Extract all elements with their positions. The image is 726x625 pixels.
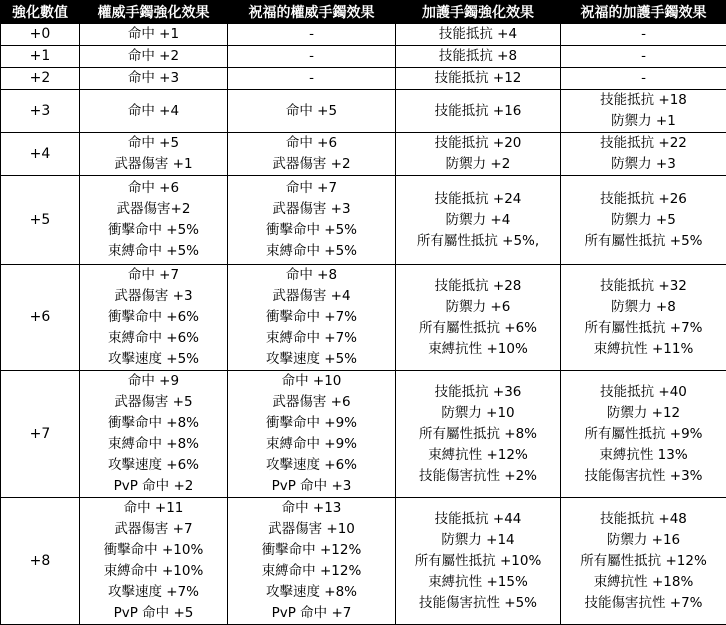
effect-line: 命中 +6	[80, 178, 227, 199]
table-row	[1, 90, 726, 133]
effect-line: 技能傷害抗性 +5%	[396, 593, 560, 614]
blessed-authority-effect-cell	[228, 498, 396, 625]
table-row	[1, 371, 726, 498]
protection-effect-cell	[396, 371, 561, 498]
effect-line: 所有屬性抵抗 +10%	[396, 551, 560, 572]
table-row	[1, 133, 726, 176]
effect-line: 束縛抗性 13%	[561, 445, 726, 466]
blessed-protection-effect-cell	[561, 371, 726, 498]
blessed-protection-effect-cell	[561, 265, 726, 371]
effect-line: 衝擊命中 +9%	[228, 413, 395, 434]
effect-line: 技能抵抗 +12	[396, 68, 560, 89]
effect-line: 武器傷害 +3	[80, 286, 227, 307]
enhance-level-cell: +5	[1, 176, 80, 265]
table-row	[1, 265, 726, 371]
effect-line: PvP 命中 +7	[228, 603, 395, 624]
blessed-authority-effect-cell	[228, 371, 396, 498]
effect-line: 武器傷害 +10	[228, 519, 395, 540]
effect-line: 束縛抗性 +11%	[561, 339, 726, 360]
table-row	[1, 498, 726, 625]
effect-line: 所有屬性抵抗 +12%	[561, 551, 726, 572]
effect-line: 束縛命中 +10%	[80, 561, 227, 582]
enhance-level-cell: +4	[1, 133, 80, 176]
effect-line: 衝擊命中 +10%	[80, 540, 227, 561]
effect-line: 武器傷害 +6	[228, 392, 395, 413]
effect-line: 武器傷害+2	[80, 199, 227, 220]
header-row	[1, 1, 726, 24]
effect-line: -	[228, 68, 395, 89]
blessed-authority-effect-cell	[228, 68, 396, 90]
protection-effect-cell	[396, 46, 561, 68]
blessed-authority-effect-cell	[228, 24, 396, 46]
header-blessed-protection-bracelet: 祝福的加護手鐲效果	[561, 1, 726, 24]
effect-line: 防禦力 +16	[561, 530, 726, 551]
header-protection-bracelet: 加護手鐲強化效果	[396, 1, 561, 24]
enhance-level-cell: +6	[1, 265, 80, 371]
authority-effect-cell	[80, 176, 228, 265]
effect-line: 技能抵抗 +36	[396, 382, 560, 403]
blessed-protection-effect-cell	[561, 68, 726, 90]
effect-line: 技能抵抗 +20	[396, 133, 560, 154]
effect-line: 命中 +13	[228, 498, 395, 519]
effect-line: 命中 +3	[80, 68, 227, 89]
effect-line: 攻擊速度 +5%	[228, 349, 395, 370]
effect-line: 武器傷害 +1	[80, 154, 227, 175]
authority-effect-cell	[80, 46, 228, 68]
effect-line: 防禦力 +14	[396, 530, 560, 551]
effect-line: 技能傷害抗性 +7%	[561, 593, 726, 614]
enhance-level-cell: +1	[1, 46, 80, 68]
effect-line: -	[561, 68, 726, 89]
effect-line: 命中 +7	[80, 265, 227, 286]
effect-line: 技能抵抗 +40	[561, 382, 726, 403]
effect-line: 防禦力 +8	[561, 297, 726, 318]
effect-line: -	[561, 46, 726, 67]
effect-line: 所有屬性抵抗 +7%	[561, 318, 726, 339]
enhance-level-cell: +7	[1, 371, 80, 498]
effect-line: 衝擊命中 +7%	[228, 307, 395, 328]
effect-line: 防禦力 +4	[396, 210, 560, 231]
effect-line: 束縛抗性 +10%	[396, 339, 560, 360]
effect-line: 攻擊速度 +7%	[80, 582, 227, 603]
blessed-protection-effect-cell	[561, 46, 726, 68]
effect-line: 命中 +5	[80, 133, 227, 154]
effect-line: 衝擊命中 +5%	[228, 220, 395, 241]
table-row	[1, 176, 726, 265]
effect-line: 束縛命中 +6%	[80, 328, 227, 349]
enhance-level-cell: +0	[1, 24, 80, 46]
effect-line: 命中 +5	[228, 101, 395, 122]
effect-line: 武器傷害 +2	[228, 154, 395, 175]
authority-effect-cell	[80, 265, 228, 371]
effect-line: PvP 命中 +3	[228, 476, 395, 497]
effect-line: 命中 +11	[80, 498, 227, 519]
effect-line: 所有屬性抵抗 +8%	[396, 424, 560, 445]
effect-line: 束縛抗性 +12%	[396, 445, 560, 466]
effect-line: 命中 +1	[80, 24, 227, 45]
authority-effect-cell	[80, 68, 228, 90]
effect-line: 技能抵抗 +22	[561, 133, 726, 154]
blessed-authority-effect-cell	[228, 176, 396, 265]
header-enhance-level: 強化數值	[1, 1, 80, 24]
effect-line: 武器傷害 +4	[228, 286, 395, 307]
protection-effect-cell	[396, 24, 561, 46]
effect-line: 束縛命中 +9%	[228, 434, 395, 455]
protection-effect-cell	[396, 265, 561, 371]
effect-line: 所有屬性抵抗 +6%	[396, 318, 560, 339]
effect-line: 命中 +9	[80, 371, 227, 392]
blessed-protection-effect-cell	[561, 498, 726, 625]
effect-line: 攻擊速度 +5%	[80, 349, 227, 370]
effect-line: 技能抵抗 +18	[561, 90, 726, 111]
blessed-authority-effect-cell	[228, 133, 396, 176]
effect-line: 技能傷害抗性 +2%	[396, 466, 560, 487]
effect-line: 防禦力 +1	[561, 111, 726, 132]
authority-effect-cell	[80, 133, 228, 176]
effect-line: 衝擊命中 +6%	[80, 307, 227, 328]
effect-line: PvP 命中 +2	[80, 476, 227, 497]
effect-line: 技能抵抗 +44	[396, 509, 560, 530]
effect-line: 防禦力 +2	[396, 154, 560, 175]
blessed-protection-effect-cell	[561, 133, 726, 176]
effect-line: 所有屬性抵抗 +5%	[561, 231, 726, 252]
protection-effect-cell	[396, 68, 561, 90]
effect-line: 技能抵抗 +16	[396, 101, 560, 122]
effect-line: 技能抵抗 +26	[561, 189, 726, 210]
blessed-authority-effect-cell	[228, 90, 396, 133]
effect-line: 束縛命中 +8%	[80, 434, 227, 455]
effect-line: 命中 +4	[80, 101, 227, 122]
protection-effect-cell	[396, 133, 561, 176]
effect-line: 防禦力 +12	[561, 403, 726, 424]
blessed-protection-effect-cell	[561, 24, 726, 46]
blessed-authority-effect-cell	[228, 265, 396, 371]
blessed-protection-effect-cell	[561, 176, 726, 265]
effect-line: 技能抵抗 +28	[396, 276, 560, 297]
effect-line: 攻擊速度 +6%	[80, 455, 227, 476]
effect-line: 技能抵抗 +32	[561, 276, 726, 297]
effect-line: -	[228, 46, 395, 67]
effect-line: 命中 +6	[228, 133, 395, 154]
effect-line: 技能傷害抗性 +3%	[561, 466, 726, 487]
effect-line: 束縛命中 +7%	[228, 328, 395, 349]
effect-line: -	[561, 24, 726, 45]
authority-effect-cell	[80, 24, 228, 46]
effect-line: 束縛命中 +5%	[228, 241, 395, 262]
effect-line: 衝擊命中 +8%	[80, 413, 227, 434]
effect-line: 防禦力 +5	[561, 210, 726, 231]
effect-line: 命中 +8	[228, 265, 395, 286]
effect-line: 攻擊速度 +6%	[228, 455, 395, 476]
enhance-level-cell: +8	[1, 498, 80, 625]
effect-line: 束縛抗性 +18%	[561, 572, 726, 593]
effect-line: 攻擊速度 +8%	[228, 582, 395, 603]
effect-line: 技能抵抗 +4	[396, 24, 560, 45]
table-row	[1, 68, 726, 90]
effect-line: 所有屬性抵抗 +5%,	[396, 231, 560, 252]
effect-line: 命中 +7	[228, 178, 395, 199]
header-blessed-authority-bracelet: 祝福的權威手鐲效果	[228, 1, 396, 24]
effect-line: 束縛抗性 +15%	[396, 572, 560, 593]
effect-line: 防禦力 +3	[561, 154, 726, 175]
effect-line: 防禦力 +10	[396, 403, 560, 424]
effect-line: 武器傷害 +5	[80, 392, 227, 413]
table-row	[1, 24, 726, 46]
effect-line: 所有屬性抵抗 +9%	[561, 424, 726, 445]
effect-line: 技能抵抗 +48	[561, 509, 726, 530]
effect-line: 技能抵抗 +24	[396, 189, 560, 210]
effect-line: 命中 +2	[80, 46, 227, 67]
header-authority-bracelet: 權威手鐲強化效果	[80, 1, 228, 24]
effect-line: 衝擊命中 +12%	[228, 540, 395, 561]
effect-line: 武器傷害 +7	[80, 519, 227, 540]
authority-effect-cell	[80, 90, 228, 133]
effect-line: 武器傷害 +3	[228, 199, 395, 220]
enhance-level-cell: +2	[1, 68, 80, 90]
enhance-level-cell: +3	[1, 90, 80, 133]
protection-effect-cell	[396, 90, 561, 133]
protection-effect-cell	[396, 176, 561, 265]
authority-effect-cell	[80, 498, 228, 625]
effect-line: 技能抵抗 +8	[396, 46, 560, 67]
blessed-protection-effect-cell	[561, 90, 726, 133]
table-row	[1, 46, 726, 68]
effect-line: 束縛命中 +12%	[228, 561, 395, 582]
effect-line: 束縛命中 +5%	[80, 241, 227, 262]
blessed-authority-effect-cell	[228, 46, 396, 68]
effect-line: 防禦力 +6	[396, 297, 560, 318]
effect-line: 衝擊命中 +5%	[80, 220, 227, 241]
authority-effect-cell	[80, 371, 228, 498]
effect-line: 命中 +10	[228, 371, 395, 392]
effect-line: -	[228, 24, 395, 45]
effect-line: PvP 命中 +5	[80, 603, 227, 624]
protection-effect-cell	[396, 498, 561, 625]
